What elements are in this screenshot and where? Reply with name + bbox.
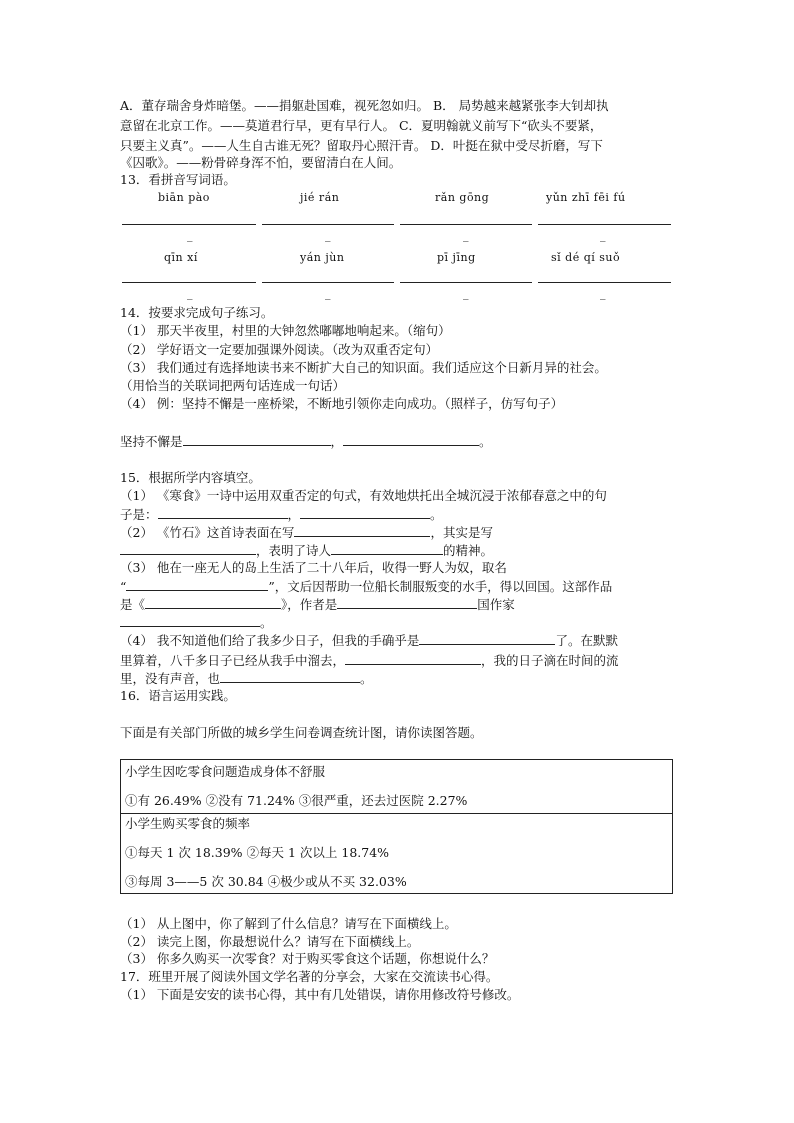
blank-input[interactable] [294,523,430,537]
table-cell [121,760,673,814]
pinyin-8: sǐ dé qí suǒ [551,251,621,264]
blank-input[interactable] [343,432,479,446]
survey-title-2: 小学生购买零食的频率 [125,816,251,831]
blank-input[interactable] [120,613,260,627]
comma: ， [330,434,344,449]
q14-item-3-cont: （用恰当的关联词把两句话连成一句话） [120,378,346,393]
q15-title: 15．根据所学内容填空。 [120,470,261,485]
survey-values-2b: ③每周 3——5 次 30.84 ④极少或从不买 32.03% [125,874,407,889]
quote-open: “ [120,579,127,594]
blank-input[interactable] [419,631,555,645]
q15-item-3: （3） 他在一座无人的岛上生活了二十八年后，收得一野人为奴，取名 [120,560,507,575]
q16-question-3: （3） 你多久购买一次零食？对于购买零食这个话题，你想说什么？ [120,951,495,966]
fill-text: ，表明了诗人 [256,543,332,558]
period: 。 [360,671,373,686]
pinyin-4: yǔn zhī fēi fú [546,191,626,204]
fill-prefix: 子是： [120,507,158,522]
survey-values-2a: ①每天 1 次 18.39% ②每天 1 次以上 18.74% [125,845,390,860]
fill-prefix: 里，没有声音，也 [120,671,221,686]
answer-line-6[interactable] [262,282,394,283]
fill-text: 了。在默默 [555,633,618,648]
answer-line-3[interactable] [400,224,532,225]
q14-item-2: （2） 学好语文一定要加强课外阅读。（改为双重否定句） [120,342,439,357]
fill-text: ”，文后因帮助一位船长制服叛变的水手，得以回国。这部作品 [268,579,613,594]
q17-item-1: （1） 下面是安安的读书心得，其中有几处错误，请你用修改符号修改。 [120,987,520,1002]
survey-table [120,759,673,894]
answer-line-1[interactable] [122,224,256,225]
fill-prefix: （2） 《竹石》这首诗表面在写 [120,525,295,540]
fill-text: 》，作者是 [281,597,338,612]
dash-6: _ [325,287,331,300]
blank-input[interactable] [345,651,481,665]
pinyin-7: pī jīng [437,251,476,264]
q14-fill-sentence [120,432,492,451]
q16-title: 16．语言运用实践。 [120,688,236,703]
fill-prefix: 是《 [120,597,146,612]
answer-line-5[interactable] [122,282,256,283]
q15-item-2-fill [120,541,493,560]
q15-item-4-line-3 [120,669,373,688]
q13-title: 13．看拼音写词语。 [120,172,236,187]
dash-2: _ [325,229,331,242]
fill-text: 国作家 [477,597,515,612]
q15-item-2 [120,523,493,542]
q14-item-3: （3） 我们通过有选择地读书来不断扩大自己的知识面。我们适应这个日新月异的社会。 [120,360,607,375]
answer-line-7[interactable] [400,282,532,283]
dash-4: _ [600,229,606,242]
q15-item-3-fill [120,577,612,596]
pinyin-2: jié rán [300,191,340,204]
q12-option-line-1: A．董存瑞舍身炸暗堡。——捐躯赴国难，视死忽如归。 B． 局势越来越紧张李大钊却执 [120,98,609,113]
table-row [121,760,673,814]
q15-item-3-book [120,595,515,614]
answer-line-8[interactable] [538,282,671,283]
dash-5: _ [187,287,193,300]
fill-prefix: 坚持不懈是 [120,434,183,449]
q16-question-1: （1） 从上图中，你了解到了什么信息？请写在下面横线上。 [120,916,457,931]
q16-intro: 下面是有关部门所做的城乡学生问卷调查统计图，请你读图答题。 [120,725,483,740]
blank-input[interactable] [331,541,443,555]
q12-option-line-4: 《囚歌》。——粉骨碎身浑不怕，要留清白在人间。 [120,155,402,170]
answer-line-2[interactable] [262,224,394,225]
q14-item-1: （1） 那天半夜里，村里的大钟忽然嘟嘟地响起来。（缩句） [120,323,451,338]
period: 。 [479,434,492,449]
q14-item-4: （4） 例：坚持不懈是一座桥梁，不断地引领你走向成功。（照样子，仿写句子） [120,396,564,411]
dash-1: _ [187,229,193,242]
q15-item-1-fill [120,505,443,524]
pinyin-3: rǎn gōng [435,191,490,204]
comma: ， [287,507,301,522]
fill-text: ，我的日子滴在时间的流 [481,653,619,668]
q17-title: 17．班里开展了阅读外国文学名著的分享会，大家在交流读书心得。 [120,969,499,984]
period: 。 [260,615,273,630]
blank-input[interactable] [220,669,360,683]
blank-input[interactable] [183,432,331,446]
blank-input[interactable] [300,505,430,519]
survey-values-1: ①有 26.49% ②没有 71.24% ③很严重，还去过医院 2.27% [125,793,468,808]
pinyin-5: qīn xí [164,251,198,264]
blank-input[interactable] [158,505,288,519]
fill-text: 里算着，八千多日子已经从我手中溜去， [120,653,346,668]
dash-8: _ [600,287,606,300]
q15-item-4-line-2 [120,651,619,670]
table-row [121,814,673,894]
dash-3: _ [463,229,469,242]
dash-7: _ [463,287,469,300]
pinyin-1: biān pào [158,191,210,204]
period: 。 [430,507,443,522]
q15-item-3-cont [120,613,273,632]
q12-option-line-3: 只要主义真”。——人生自古谁无死？留取丹心照汗青。 D．叶挺在狱中受尽折磨，写下 [120,138,603,153]
table-cell [121,814,673,894]
blank-input[interactable] [145,595,281,609]
q15-item-4 [120,631,618,650]
fill-prefix: （4） 我不知道他们给了我多少日子，但我的手确乎是 [120,633,420,648]
blank-input[interactable] [126,577,268,591]
blank-input[interactable] [120,541,256,555]
q16-question-2: （2） 读完上图，你最想说什么？请写在下面横线上。 [120,934,420,949]
survey-title-1: 小学生因吃零食问题造成身体不舒服 [125,764,326,779]
q15-item-1: （1） 《寒食》一诗中运用双重否定的句式，有效地烘托出全城沉浸于浓郁春意之中的句 [120,488,607,503]
q12-option-line-2: 意留在北京工作。——莫道君行早，更有早行人。 C．夏明翰就义前写下“砍头不要紧， [120,118,603,133]
pinyin-6: yán jùn [300,251,345,264]
answer-line-4[interactable] [538,224,671,225]
fill-text: 的精神。 [443,543,494,558]
fill-text: ，其实是写 [430,525,493,540]
q14-title: 14．按要求完成句子练习。 [120,305,274,320]
blank-input[interactable] [337,595,477,609]
